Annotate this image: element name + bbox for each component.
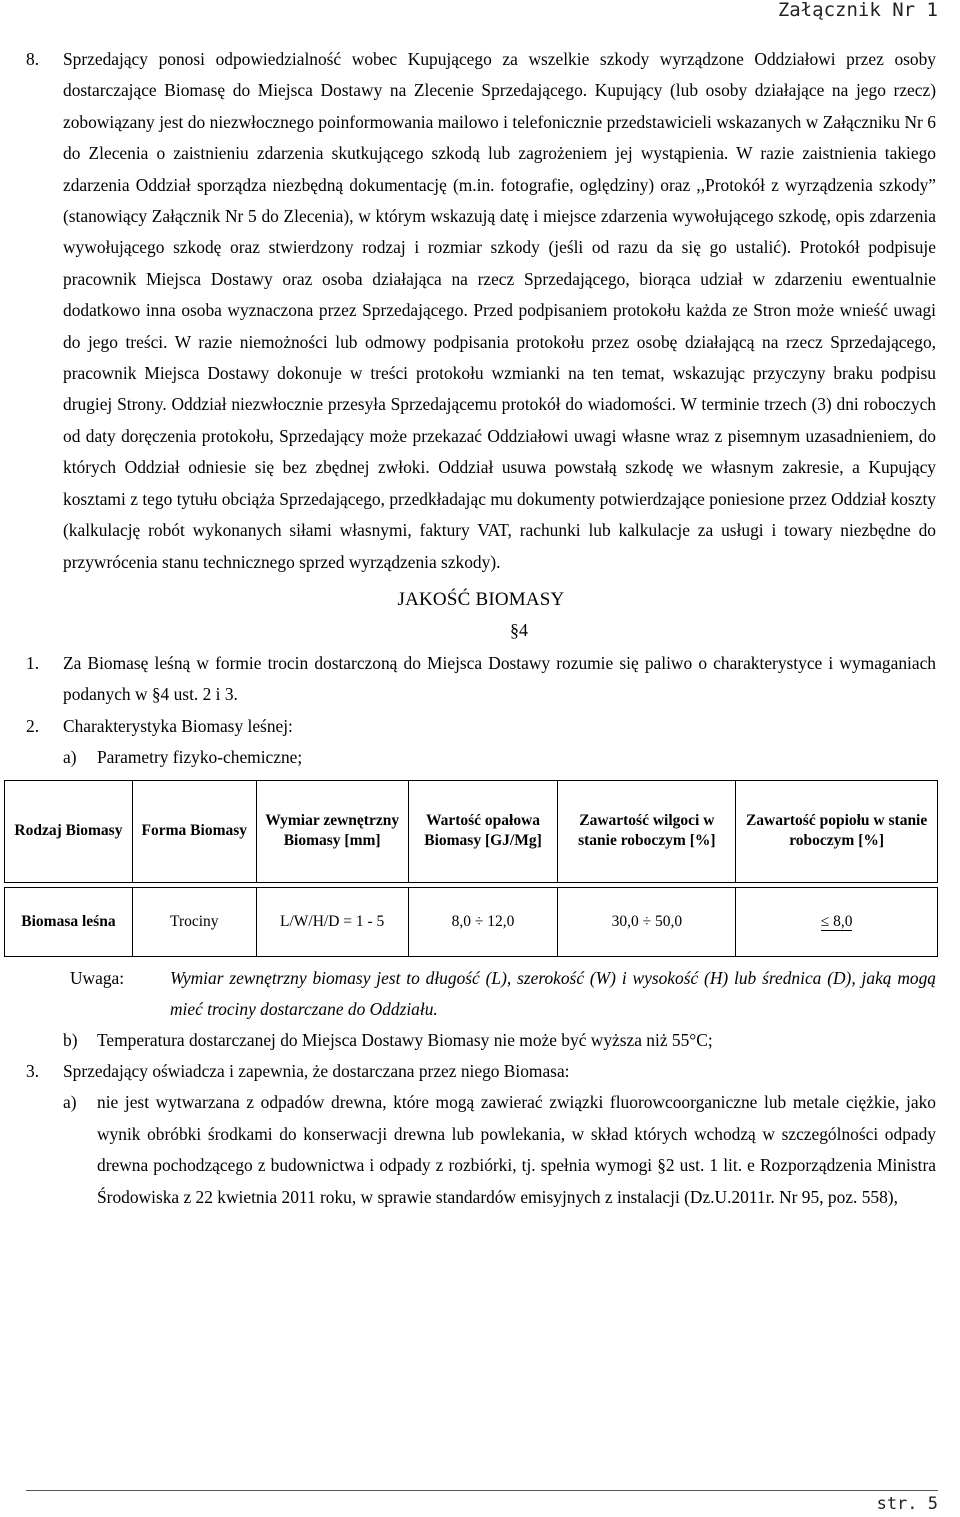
note-label: Uwaga: [70, 967, 125, 988]
sub-letter: b) [63, 1029, 78, 1050]
table-header: Rodzaj Biomasy [5, 780, 133, 882]
table-cell: Trociny [132, 887, 256, 956]
page-number: str. 5 [876, 1494, 938, 1514]
list-item-8 [26, 44, 936, 578]
table-cell [736, 887, 938, 956]
item-number: 3. [26, 1060, 40, 1081]
paragraph-number: §4 [510, 619, 528, 640]
item-text: Charakterystyka Biomasy leśnej: [63, 715, 293, 736]
sub-letter: a) [63, 1092, 77, 1113]
item-text: Sprzedający ponosi odpowiedzialność wobec Kupującego za wszelkie szkody wyrządzone Oddziałowi przez osoby dostarczające Biomasę do Miejsca Dostawy na Zlecenie Sprzedającego. Kupujący (lub osoby działające na jego rzecz) zobowiązany jest do niezwłocznego poinformowania mailowo i telefonicznie przedstawicieli wskazanych w Załączniku Nr 6 do Zlecenia o zaistnieniu zdarzenia skutkującego szkodą lub zagrożeniem jej wystąpienia. W razie zaistnienia takiego zdarzenia Oddział sporządza niezbędną dokumentację (m.in. fotografie, oględziny) oraz ,,Protokół z wyrządzenia szkody” (stanowiący Załącznik Nr 5 do Zlecenia), w którym wskazują datę i miejsce zdarzenia wywołującego szkodę, opis zdarzenia wywołującego szkodę oraz stwierdzony rodzaj i rozmiar szkody (jeśli od razu da się go ustalić). Protokół podpisuje pracownik Miejsca Dostawy oraz osoba działająca na rzecz Sprzedającego, biorąca udział w zdarzeniu ewentualnie dodatkowo inna osoba wyznaczona przez Sprzedającego. Przed podpisaniem protokołu każda ze Stron może wnieść uwagi do jego treści. W razie niemożności lub odmowy podpisania protokołu przez osobę działającą na rzecz Sprzedającego, pracownik Miejsca Dostawy dokonuje w treści protokołu wzmianki na ten temat, wskazując przyczyny braku podpisu drugiej Strony. Oddział niezwłocznie przesyła Sprzedającemu protokół do wiadomości. W terminie trzech (3) dni roboczych od daty doręczenia protokołu, Sprzedający może przekazać Oddziałowi uwagi własne wraz z pisemnym uzasadnieniem, do których Oddział odniesie się bez zbędnej zwłoki. Oddział usuwa powstałą szkodę we własnym zakresie, a Kupujący kosztami z tego tytułu obciąża Sprzedającego, przedkładając mu dokumenty potwierdzające poniesione przez Oddział koszty (kalkulację robót wykonanych siłami własnymi, faktury VAT, rachunki lub kalkulacje za usługi i towary niezbędne do przywrócenia stanu technicznego sprzed wyrządzenia szkody). [63, 49, 936, 572]
sub-text: Parametry fizyko-chemiczne; [97, 747, 303, 768]
list-item-3 [26, 1056, 936, 1087]
table-header: Zawartość wilgoci w stanie roboczym [%] [558, 780, 736, 882]
sub-text: nie jest wytwarzana z odpadów drewna, które mogą zawierać związki fluorowcoorganiczne lub metale ciężkie, jako wynik obróbki środkami do konserwacji drewna lub powlekania, w skład których wchodzą w szczególności odpady drewna pochodzącego z budownictwa i odpady z rozbiórki, tj. spełnia wymogi §2 ust. 1 lit. e Rozporządzenia Ministra Środowiska z 22 kwietnia 2011 roku, w sprawie standardów emisyjnych z instalacji (Dz.U.2011r. Nr 95, poz. 558), [97, 1092, 936, 1207]
list-item-1 [26, 648, 936, 711]
footer-divider [26, 1490, 938, 1491]
table-cell: L/W/H/D = 1 - 5 [256, 887, 408, 956]
table-header: Wartość opałowa Biomasy [GJ/Mg] [408, 780, 558, 882]
item-number: 1. [26, 652, 40, 673]
note [26, 963, 936, 1025]
table-header: Wymiar zewnętrzny Biomasy [mm] [256, 780, 408, 882]
section-title: JAKOŚĆ BIOMASY [397, 588, 565, 610]
table-cell: 30,0 ÷ 50,0 [558, 887, 736, 956]
table-cell: Biomasa leśna [5, 887, 133, 956]
sub-item-3a [26, 1087, 936, 1213]
table-row [5, 887, 938, 956]
sub-letter: a) [63, 747, 77, 768]
item-number: 2. [26, 715, 40, 736]
annex-label: Załącznik Nr 1 [777, 0, 938, 21]
note-text: Wymiar zewnętrzny biomasy jest to długość (L), szerokość (W) i wysokość (H) lub średnica (D), jaką mogą mieć trociny dostarczane do Oddziału. [170, 967, 936, 1019]
item-text: Za Biomasę leśną w formie trocin dostarczoną do Miejsca Dostawy rozumie się paliwo o charakterystyce i wymaganiach podanych w §4 ust. 2 i 3. [63, 652, 936, 705]
document-body [14, 44, 936, 1213]
sub-item-2b [26, 1025, 936, 1056]
item-number: 8. [26, 49, 40, 69]
sub-text: Temperatura dostarczanej do Miejsca Dostawy Biomasy nie może być wyższa niż 55°C; [97, 1029, 713, 1050]
item-text: Sprzedający oświadcza i zapewnia, że dostarczana przez niego Biomasa: [63, 1060, 570, 1081]
sub-item-2a [26, 742, 936, 773]
table-cell: 8,0 ÷ 12,0 [408, 887, 558, 956]
list-item-2 [26, 711, 936, 742]
table-header: Forma Biomasy [132, 780, 256, 882]
ash-limit: ≤ 8,0 [820, 912, 853, 930]
table-header-row [5, 780, 938, 882]
table-header: Zawartość popiołu w stanie roboczym [%] [736, 780, 938, 882]
parameters-table [4, 780, 938, 957]
